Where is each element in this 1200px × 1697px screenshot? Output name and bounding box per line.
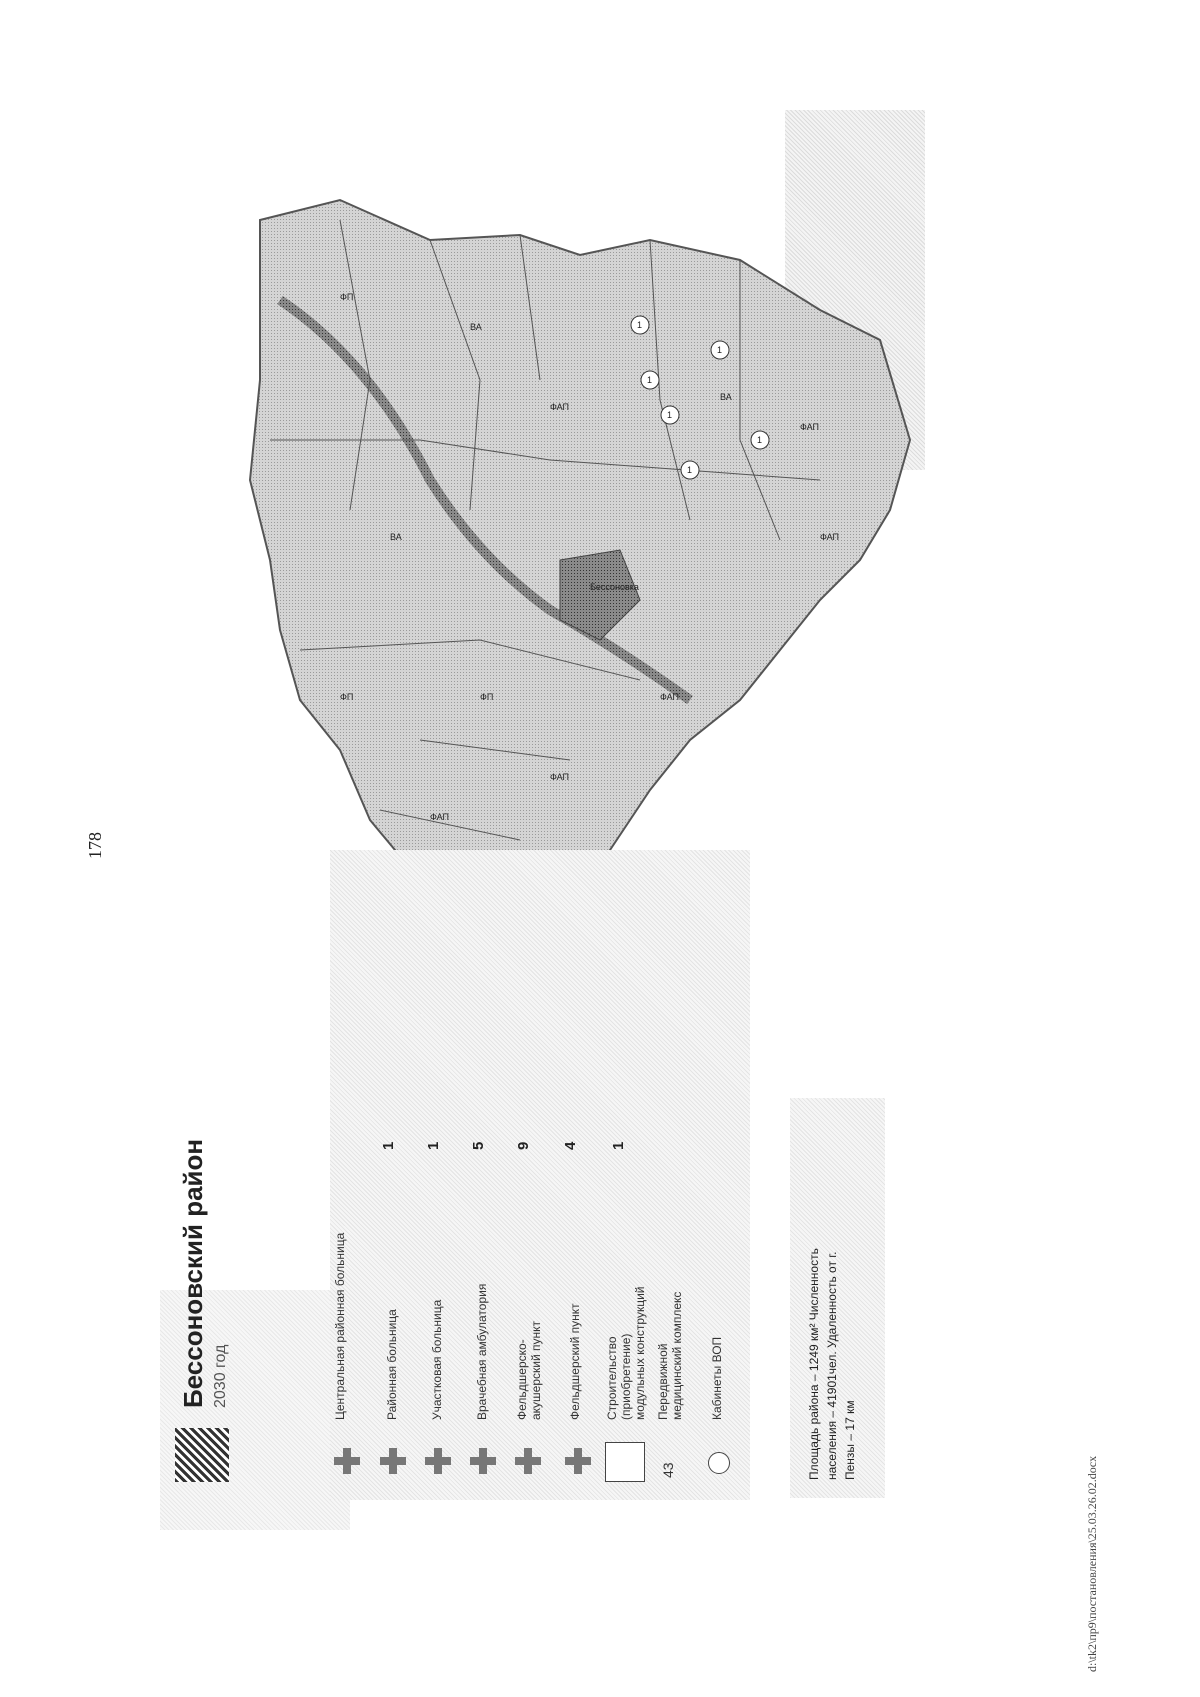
region-logo [175,1428,229,1482]
svg-text:1: 1 [717,345,723,355]
svg-text:1: 1 [637,320,643,330]
legend-label: Районная больница [385,1309,399,1420]
svg-text:1: 1 [687,465,693,475]
medical-cross-icon [425,1448,451,1474]
map-title: Бессоновский район [178,1138,208,1408]
medical-cross-icon [334,1448,360,1474]
place-label: ВА [470,322,482,332]
legend-count: 1 [380,1141,397,1150]
district-stats-line: Площадь района – 1249 км² Численность [807,1248,821,1480]
medical-cross-icon [565,1448,591,1474]
legend-label: Участковая больница [430,1299,444,1420]
footer-file-path: d:\tk2\пр9\постановления\25.03.26.02.docx [1085,1455,1099,1672]
page-number: 178 [85,832,105,859]
medical-cross-icon [515,1448,541,1474]
district-stats-line: Пензы – 17 км [843,1400,857,1480]
medical-cross-icon [470,1448,496,1474]
legend-label: Фельдшерский пункт [568,1303,582,1420]
legend-count: 4 [562,1141,579,1150]
legend-label: Передвижной медицинский комплекс [656,1291,684,1420]
place-label: ВА [390,532,402,542]
place-label: ФАП [550,402,570,412]
map-subtitle: 2030 год [212,1344,229,1408]
legend-label: Фельдшерско-акушерский пункт [515,1320,543,1420]
legend-count: 9 [515,1141,532,1150]
place-label: ВА [720,392,732,402]
legend-count: 1 [610,1141,627,1150]
legend-label: Врачебная амбулатория [475,1283,489,1420]
svg-text:1: 1 [647,375,653,385]
place-label: ФП [340,292,354,302]
district-stats-line: населения – 41901чел. Удаленность от г. [825,1251,839,1480]
circle-icon [708,1452,730,1474]
place-label: ФП [340,692,354,702]
place-label: Бессоновка [590,582,639,592]
place-label: ФАП [800,422,820,432]
svg-text:1: 1 [757,435,763,445]
place-label: ФАП [660,692,680,702]
legend-count: 1 [425,1141,442,1150]
legend-label: Строительство (приобретение) модульных конструкций [605,1286,647,1420]
svg-text:1: 1 [667,410,673,420]
place-label: ФАП [550,772,570,782]
number-badge-icon: 43 [660,1462,676,1478]
place-label: ФАП [430,812,450,822]
legend-label: Кабинеты ВОП [710,1336,724,1420]
place-label: ФП [480,692,494,702]
legend-count: 5 [470,1141,487,1150]
square-icon [605,1442,645,1482]
legend-label: Центральная районная больница [333,1232,347,1420]
place-label: ФАП [820,532,840,542]
medical-cross-icon [380,1448,406,1474]
